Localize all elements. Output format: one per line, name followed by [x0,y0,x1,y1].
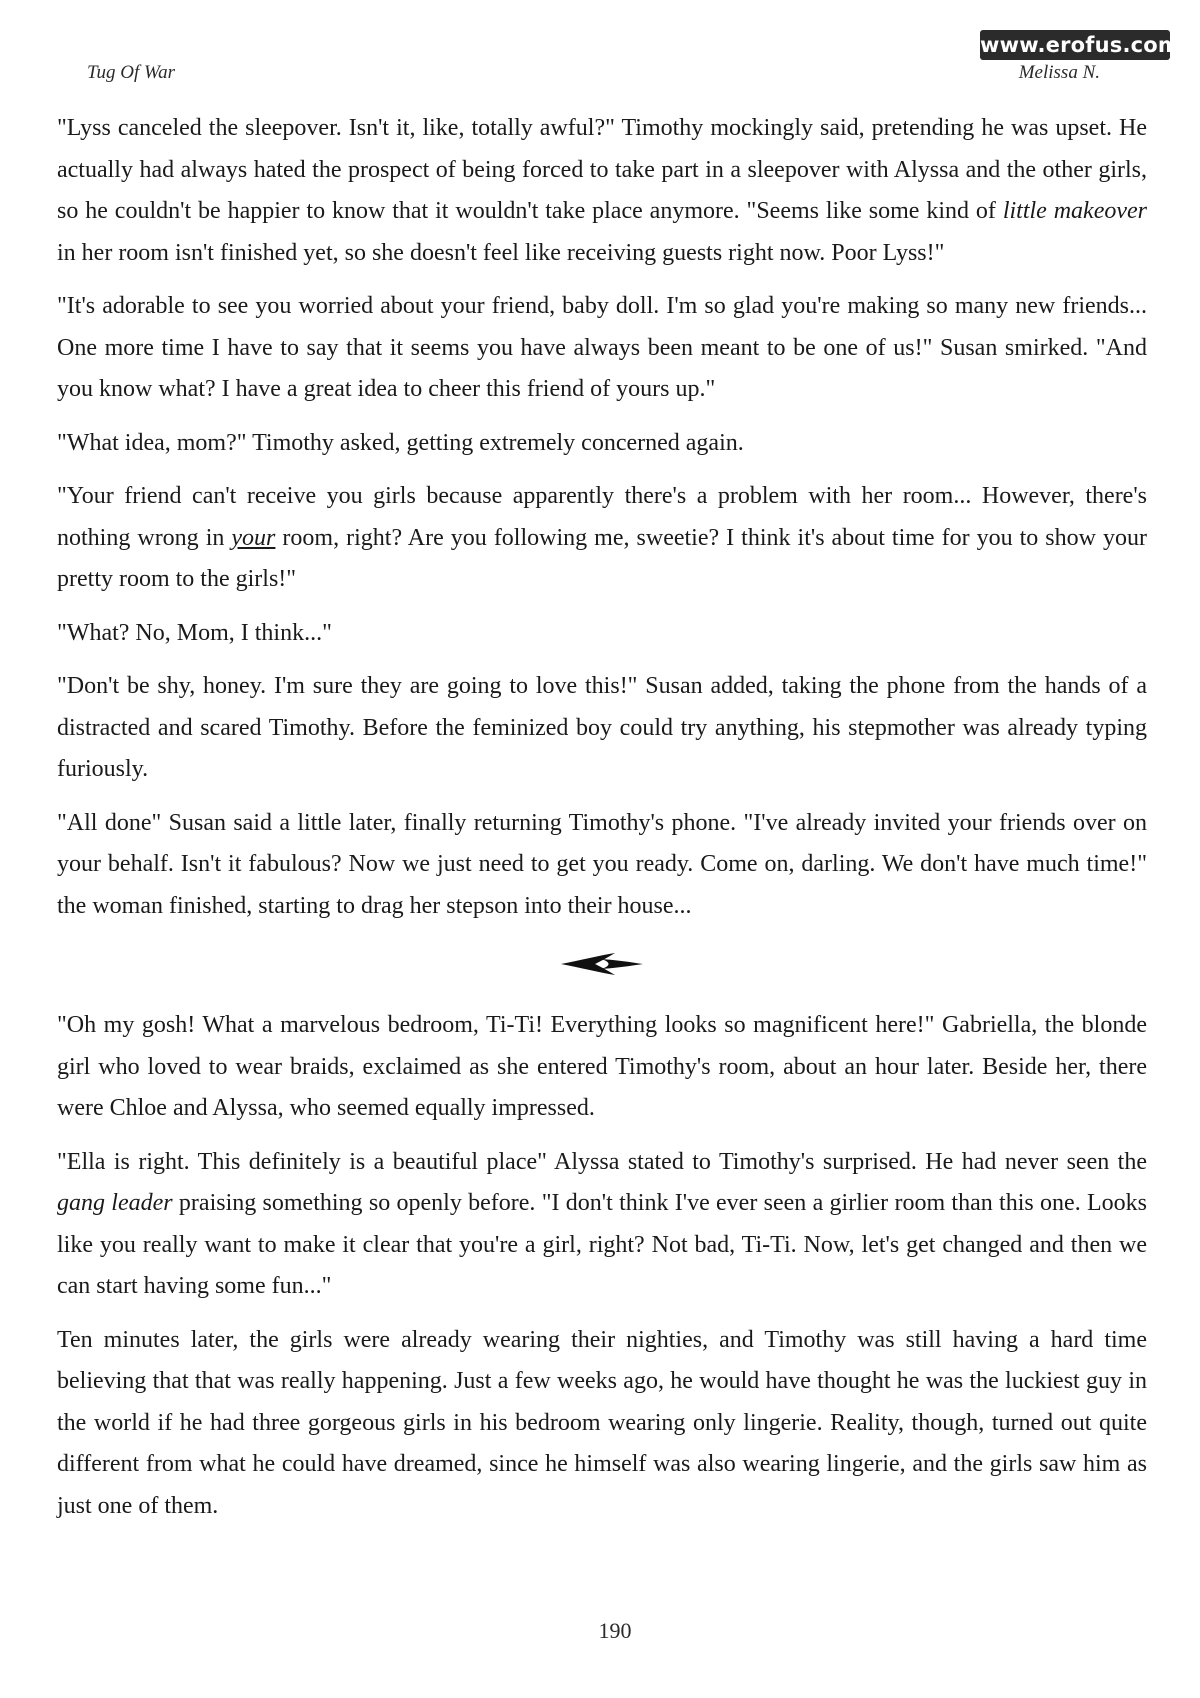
page-body [57,108,1147,1539]
watermark-badge: www.erofus.com [980,30,1170,60]
paragraph-text: in her room isn't finished yet, so she doesn't feel like receiving guests right now. Poor Lyss!" [57,239,945,266]
paragraph-text: "Your friend can't receive you girls because apparently there's a problem with her room... However, there's nothing wrong in [57,483,1147,551]
paragraph-text: "Lyss canceled the sleepover. Isn't it, like, totally awful?" Timothy mockingly said, pretending he was upset. He actually had always hated the prospect of being forced to take part in a sleepover with Alyssa and the other girls, so he couldn't be happier to know that it wouldn't take place anymore. "Seems like some kind of [57,115,1147,224]
running-header-title: Tug Of War [87,62,175,83]
paragraph-text: little makeover [1002,198,1147,224]
paragraphs-after-break [57,1005,1147,1527]
paragraph [57,613,1147,655]
paragraph-text: "It's adorable to see you worried about your friend, baby doll. I'm so glad you're making so many new friends... One more time I have to say that it seems you have always been meant to be one of us!" Susan smirked. "And you know what? I have a great idea to cheer this friend of yours up." [57,293,1147,402]
paragraph-text: your [231,524,276,551]
paragraph [57,476,1147,601]
paragraph-text: "What idea, mom?" Timothy asked, getting extremely concerned again. [57,429,744,456]
paragraph-text: Ten minutes later, the girls were already wearing their nighties, and Timothy was still having a hard time believing that that was really happening. Just a few weeks ago, he would have thought he was the luckiest guy in the world if he had three gorgeous girls in his bedroom wearing only lingerie. Reality, though, turned out quite different from what he could have dreamed, since he himself was also wearing lingerie, and the girls saw him as just one of them. [57,1326,1147,1519]
paragraph-text: "Ella is right. This definitely is a beautiful place" Alyssa stated to Timothy's surprised. He had never seen the [57,1148,1147,1175]
paragraph-text: "All done" Susan said a little later, finally returning Timothy's phone. "I've already invited your friends over on your behalf. Isn't it fabulous? Now we just need to get you ready. Come on, darling. We don't have much time!" the woman finished, starting to drag her stepson into their house... [57,809,1147,919]
paragraph [57,803,1147,928]
paragraph-text: "Don't be shy, honey. I'm sure they are going to love this!" Susan added, taking the phone from the hands of a distracted and scared Timothy. Before the feminized boy could try anything, his stepmother was already typing furiously. [57,673,1147,782]
paragraph [57,286,1147,411]
paragraph-text: "Oh my gosh! What a marvelous bedroom, Ti-Ti! Everything looks so magnificent here!" Gabriella, the blonde girl who loved to wear braids, exclaimed as she entered Timothy's room, about an hour later. Beside her, there were Chloe and Alyssa, who seemed equally impressed. [57,1012,1147,1121]
paragraph-text: praising something so openly before. "I don't think I've ever seen a girlier room than this one. Looks like you really want to make it clear that you're a girl, right? Not bad, Ti-Ti. Now, let's get changed and then we can start having some fun..." [57,1190,1147,1299]
paragraph [57,1320,1147,1528]
running-header-author: Melissa N. [1018,62,1100,83]
paragraph-text: room, right? Are you following me, sweetie? I think it's about time for you to show your pretty room to the girls!" [57,524,1147,592]
paragraphs-before-break [57,108,1147,927]
paragraph-text: gang leader [57,1190,173,1216]
page-number: 190 [598,1618,632,1643]
paragraph [57,1005,1147,1130]
paragraph [57,423,1147,465]
paragraph-text: "What? No, Mom, I think..." [57,619,332,646]
paragraph [57,108,1147,274]
paragraph [57,666,1147,791]
paragraph [57,1142,1147,1308]
scene-break-ornament-icon [557,951,647,977]
